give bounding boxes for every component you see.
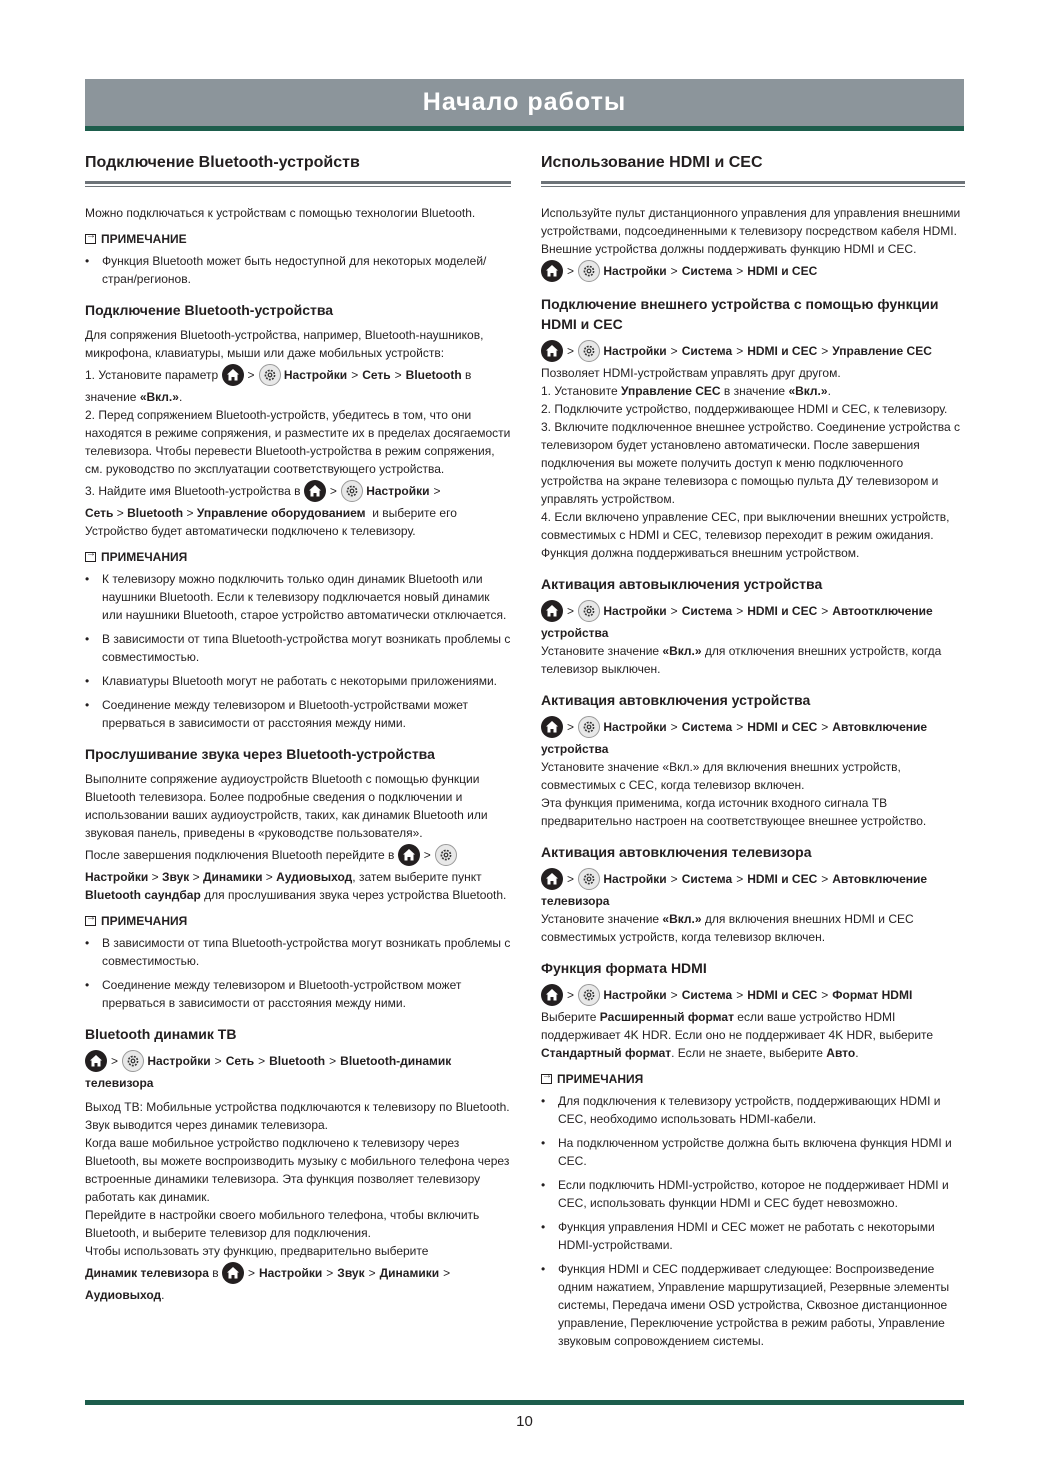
bluetooth-intro: Можно подключаться к устройствам с помощью технологии Bluetooth. bbox=[85, 206, 476, 220]
home-icon bbox=[222, 364, 244, 386]
home-icon bbox=[85, 1050, 107, 1072]
list-item: • Соединение между телевизором и Bluetooth-устройствами может прерваться в зависимости от расстояния между ними. bbox=[85, 696, 511, 732]
note-list bbox=[85, 570, 511, 732]
paragraph: Когда ваше мобильное устройство подключено к телевизору через Bluetooth, вы можете воспроизводить музыку с мобильного телефона через встроенные динамики телевизора. Эта функция позволяет телевизору работать как динамик. bbox=[85, 1136, 510, 1204]
paragraph: Сеть > Bluetooth > Управление оборудованием и выберите его bbox=[85, 506, 457, 520]
subsection-title: Функция формата HDMI bbox=[541, 960, 707, 976]
note-icon bbox=[85, 234, 96, 244]
home-icon bbox=[304, 480, 326, 502]
paragraph: телевизора bbox=[541, 894, 610, 908]
gear-icon bbox=[578, 984, 600, 1006]
gear-icon bbox=[122, 1050, 144, 1072]
paragraph: устройства bbox=[541, 626, 609, 640]
settings-path: > Настройки > Система > HDMI и CEC > Автовключение bbox=[541, 868, 965, 890]
subsection-title: Активация автовключения устройства bbox=[541, 692, 811, 708]
note-list bbox=[85, 252, 511, 288]
home-icon bbox=[541, 260, 563, 282]
settings-path: > Настройки > Сеть > Bluetooth > Bluetooth-динамик bbox=[85, 1050, 511, 1072]
list-item: • Соединение между телевизором и Bluetooth-устройством может прерваться в зависимости от расстояния между ними. bbox=[85, 976, 511, 1012]
footer-divider bbox=[85, 1400, 964, 1405]
paragraph: значение «Вкл.». bbox=[85, 390, 183, 404]
note-heading: → ПРИМЕЧАНИЯ bbox=[85, 550, 511, 564]
paragraph: Выполните сопряжение аудиоустройств Bluetooth с помощью функции Bluetooth телевизора. Более подробные сведения о подключении и использовании ваших аудиоустройств, таких, как динамик Bluetooth или звуковая панель, приведены в «руководстве пользователя». bbox=[85, 772, 488, 840]
left-column bbox=[85, 152, 511, 1304]
page-header-banner bbox=[85, 79, 964, 131]
note-list bbox=[85, 934, 511, 1012]
note-icon bbox=[85, 916, 96, 926]
list-item: • Для подключения к телевизору устройств, поддерживающих HDMI и CEC, необходимо использовать HDMI-кабели. bbox=[541, 1092, 965, 1128]
paragraph: Чтобы использовать эту функцию, предварительно выберите bbox=[85, 1244, 429, 1258]
list-item: • Функция Bluetooth может быть недоступной для некоторых моделей/стран/регионов. bbox=[85, 252, 511, 288]
paragraph: Перейдите в настройки своего мобильного телефона, чтобы включить Bluetooth, и выберите телевизор для подключения. bbox=[85, 1208, 480, 1240]
gear-icon bbox=[435, 844, 457, 866]
list-item: • К телевизору можно подключить только один динамик Bluetooth или наушники Bluetooth. Если к телевизору подключается новый динамик или наушники Bluetooth, старое устройство автоматически отключается. bbox=[85, 570, 511, 624]
section-divider bbox=[541, 181, 965, 187]
page-title: Начало работы bbox=[422, 88, 627, 116]
list-item: • Если подключить HDMI-устройство, которое не поддерживает HDMI и CEC, использовать функции HDMI и CEC будет невозможно. bbox=[541, 1176, 965, 1212]
subsection-title: Bluetooth динамик ТВ bbox=[85, 1026, 237, 1042]
note-list bbox=[541, 1092, 965, 1350]
list-item: • Функция HDMI и CEC поддерживает следующее: Воспроизведение одним нажатием, Управление маршрутизацией, Резервные элементы системы, Передача имени OSD устройства, Сквозное дистанционное управление, Переключение устройства в режим работы, Управление звуковым сопровождением системы. bbox=[541, 1260, 965, 1350]
note-icon bbox=[85, 552, 96, 562]
subsection-title: Подключение внешнего устройства с помощью функции HDMI и CEC bbox=[541, 296, 939, 332]
note-icon bbox=[541, 1074, 552, 1084]
paragraph: 2. Перед сопряжением Bluetooth-устройств, убедитесь в том, что они находятся в режиме сопряжения, и разместите их в пределах досягаемости телевизора. Чтобы перевести Bluetooth-устройства в режим сопряжения, см. руководство по эксплуатации соответствующего устройства. bbox=[85, 408, 511, 476]
paragraph: Установите значение «Вкл.» для включения внешних устройств, совместимых с CEC, когда телевизор включен. bbox=[541, 760, 901, 792]
paragraph: устройства bbox=[541, 742, 609, 756]
settings-path: После завершения подключения Bluetooth перейдите в > bbox=[85, 844, 511, 866]
settings-path: 3. Найдите имя Bluetooth-устройства в > Настройки > bbox=[85, 480, 511, 502]
paragraph: Установите значение «Вкл.» для включения внешних HDMI и CEC совместимых устройств, когда телевизор включен. bbox=[541, 912, 914, 944]
gear-icon bbox=[578, 600, 600, 622]
note-heading: → ПРИМЕЧАНИЕ bbox=[85, 232, 511, 246]
list-item: • В зависимости от типа Bluetooth-устройства могут возникать проблемы с совместимостью. bbox=[85, 934, 511, 970]
settings-path: > Настройки > Система > HDMI и CEC bbox=[541, 260, 965, 282]
settings-path: 1. Установите параметр > Настройки > Сеть > Bluetooth в bbox=[85, 364, 511, 386]
paragraph: 3. Включите подключенное внешнее устройство. Соединение устройства с телевизором будет установлено автоматически. После завершения подключения вы можете получить доступ к меню подключенного устройства на экране телевизора с помощью пульта ДУ телевизором и управлять устройством. bbox=[541, 420, 961, 506]
paragraph: Используйте пульт дистанционного управления для управления внешними устройствами, подсоединенными к телевизору посредством кабеля HDMI. Внешние устройства должны поддерживать функцию HDMI и CEC. bbox=[541, 206, 961, 256]
list-item: • В зависимости от типа Bluetooth-устройства могут возникать проблемы с совместимостью. bbox=[85, 630, 511, 666]
page-number: 10 bbox=[516, 1413, 533, 1430]
paragraph: Для сопряжения Bluetooth-устройства, например, Bluetooth-наушников, микрофона, клавиатуры, мыши или даже мобильных устройств: bbox=[85, 328, 484, 360]
gear-icon bbox=[578, 260, 600, 282]
home-icon bbox=[398, 844, 420, 866]
home-icon bbox=[541, 868, 563, 890]
gear-icon bbox=[578, 868, 600, 890]
gear-icon bbox=[259, 364, 281, 386]
paragraph: Устройство будет автоматически подключено к телевизору. bbox=[85, 524, 416, 538]
paragraph: Установите значение «Вкл.» для отключения внешних устройств, когда телевизор выключен. bbox=[541, 644, 942, 676]
settings-path: > Настройки > Система > HDMI и CEC > Автовключение bbox=[541, 716, 965, 738]
gear-icon bbox=[578, 716, 600, 738]
list-item: • Функция управления HDMI и CEC может не работать с некоторыми HDMI-устройствами. bbox=[541, 1218, 965, 1254]
subsection-title: Активация автовыключения устройства bbox=[541, 576, 823, 592]
list-item: • На подключенном устройстве должна быть включена функция HDMI и CEC. bbox=[541, 1134, 965, 1170]
settings-path: > Настройки > Система > HDMI и CEC > Автоотключение bbox=[541, 600, 965, 622]
paragraph: Выберите Расширенный формат если ваше устройство HDMI поддерживает 4K HDR. Если оно не поддерживает 4K HDR, выберите Стандартный формат. Если не знаете, выберите Авто. bbox=[541, 1010, 934, 1060]
settings-path: > Настройки > Система > HDMI и CEC > Управление CEC bbox=[541, 340, 965, 362]
paragraph: Настройки > Звук > Динамики > Аудиовыход, затем выберите пункт Bluetooth саундбар для прослушивания звука через устройства Bluetooth. bbox=[85, 870, 507, 902]
gear-icon bbox=[341, 480, 363, 502]
gear-icon bbox=[578, 340, 600, 362]
home-icon bbox=[541, 340, 563, 362]
paragraph: телевизора bbox=[85, 1076, 154, 1090]
paragraph: 2. Подключите устройство, поддерживающее HDMI и CEC, к телевизору. bbox=[541, 402, 948, 416]
home-icon bbox=[222, 1262, 244, 1284]
section-title-hdmi: Использование HDMI и CEC bbox=[541, 154, 763, 171]
paragraph: 4. Если включено управление CEC, при выключении внешних устройств, совместимых с HDMI и CEC, телевизор переходит в режим ожидания. Функция должна поддерживаться внешним устройством. bbox=[541, 510, 950, 560]
settings-path: Динамик телевизора в > Настройки > Звук > Динамики > bbox=[85, 1262, 511, 1284]
subsection-title: Активация автовключения телевизора bbox=[541, 844, 812, 860]
paragraph: Позволяет HDMI-устройствам управлять друг другом. bbox=[541, 366, 841, 380]
paragraph: Эта функция применима, когда источник входного сигнала ТВ предварительно настроен на соответствующее внешнее устройство. bbox=[541, 796, 927, 828]
settings-path: > Настройки > Система > HDMI и CEC > Формат HDMI bbox=[541, 984, 965, 1006]
subsection-title: Подключение Bluetooth-устройства bbox=[85, 302, 334, 318]
list-item: • Клавиатуры Bluetooth могут не работать с некоторыми приложениями. bbox=[85, 672, 511, 690]
home-icon bbox=[541, 984, 563, 1006]
subsection-title: Прослушивание звука через Bluetooth-устройства bbox=[85, 746, 435, 762]
note-heading: → ПРИМЕЧАНИЯ bbox=[85, 914, 511, 928]
section-divider bbox=[85, 181, 511, 187]
paragraph: 1. Установите Управление CEC в значение «Вкл.». bbox=[541, 384, 831, 398]
paragraph: Аудиовыход. bbox=[85, 1288, 165, 1302]
note-heading: → ПРИМЕЧАНИЯ bbox=[541, 1072, 965, 1086]
right-column bbox=[541, 152, 965, 1356]
section-title-bluetooth: Подключение Bluetooth-устройств bbox=[85, 154, 360, 171]
paragraph: Выход ТВ: Мобильные устройства подключаются к телевизору по Bluetooth. Звук выводится через динамик телевизора. bbox=[85, 1100, 510, 1132]
home-icon bbox=[541, 600, 563, 622]
home-icon bbox=[541, 716, 563, 738]
